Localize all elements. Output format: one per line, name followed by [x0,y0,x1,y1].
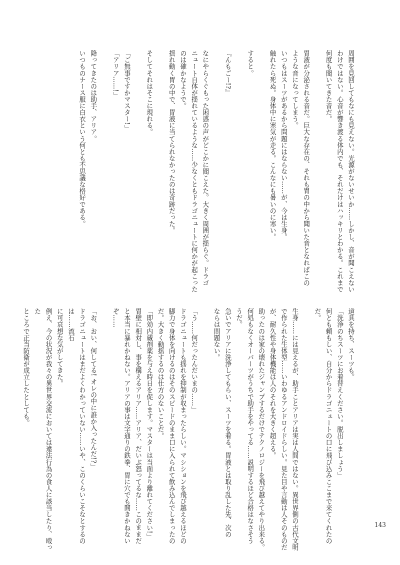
text-line: なにやらくぐもった困惑の声がどこかに聞こえた。大きく周囲が揺らぐ。ドラゴ [201,50,210,286]
text-line: ニュート自体が揺れているような……少なくともドラゴニュートに何かが起こった [190,50,199,293]
text-line: ぞ…… [111,308,120,328]
text-line: ドラゴニュートはまだよくわかっていない……いや、このくらいこそなとするのは……流石 [66,308,87,544]
text-line [98,50,109,295]
text-line [233,50,244,295]
text-line [210,50,221,295]
text-line: 「お、おい、何してる! オレの中に誰か入ったんだ!?」 [89,308,98,470]
text-line: だ。 [313,308,322,322]
page-number: 143 [374,522,386,529]
text-line [311,50,322,295]
text-line: 急いでアリアに洗浄してもらい、スーツを着る。胃液とは取り乱した先、次の [223,308,232,538]
text-line: うだ。 [234,308,243,328]
text-line: 例え、今の状況が我々の異世界交流においては違法行為の食人に該当したり、殴った [33,308,53,551]
text-line: ドラゴニュートも揺れを抑制が収まったらしい。マシションを飛び越えるほどの [178,308,187,544]
text-line: 胃液が分泌される音だ。巨大な存在の、それも胃の中から聞いた音となればこの [302,50,311,286]
text-line: のは確かなようで。 [178,50,187,109]
text-line [255,50,266,295]
text-line: だ。大きく動揺するのは仕方のないことだ。 [156,308,165,439]
text-line: 脚力で身体を向けるのはそのスピードのまま口に入られて飲み込んでしまったの [167,308,176,544]
text-block-bottom [22,308,356,554]
text-line: 「洗浄のちスーツにお着替えください。脱出しましょう」 [335,308,344,479]
text-line: すると。 [246,50,255,77]
text-line: 「即効内蔵剤薬を与え時日を促します。マスターは当面より離れてください!」 [145,308,154,540]
text-line: 何度も聞いてきた音だ。 [324,50,333,123]
text-line: ような音になってしまう。 [290,50,299,129]
text-line: に可哀想な気がしてきた。 [55,308,64,387]
text-line: そしてそれはそこに現れる。 [145,50,154,136]
text-line: で作られた生体型……いわゆるアンドロイドらしい。見た目や言動は人そのものだ [279,308,288,551]
text-line: 生身……には見えるが、助手ことアリアは実は人間ではない。異世界側の古代文明 [290,308,299,551]
text-line: 周囲を見回してもなにも見えない。光源がないせいか……しかし、音が聞こえない [347,50,355,293]
text-line: 揺れ動く胃の中で、胃液に当てられなかったのは奇跡だった。 [167,50,176,234]
text-line [154,50,165,295]
text-line: が、耐久性や身体機能は人のそれを大きく超える。 [268,308,277,459]
text-line: 「アリア……!」 [111,50,120,99]
text-line [199,308,210,554]
text-line: いつもはスーツがあるから問題にはならない……が、今は生身。 [279,50,288,240]
text-line [132,50,143,295]
text-line: いつものナース服に白衣という何とも不思議な格好である。 [78,50,87,227]
text-line: ならは問題ない。 [212,308,221,361]
text-line: 『んもごー!?』 [223,50,232,96]
text-line: 胃壁に相対し、事を構えるアリア……アリア、だいぶ怒ってるな……このままだ [134,308,143,544]
text-line: 助ったのは家の壊れたジャンプするだけでテクノロジーを飛び越えてやり出来る。 [257,308,266,551]
text-line: 何とも頼もしい、自分からドラゴニュートの口に飛び込みここまで来てくれたの [324,308,333,544]
text-line: ところで正当防衛が成立したとしても。 [22,308,31,426]
text-line [300,308,311,554]
text-line [98,308,109,554]
text-block-top [26,50,356,295]
text-line: 道具を持ち、スーツも。 [347,308,355,381]
text-line: 「ご無事ですかマスター!」 [122,50,131,132]
text-line: 「う……何だったんだいまの……」 [190,308,199,413]
text-line: わけではない。心音が響き渡る体内でも、それだけはハッキリとわかる。これまで [335,50,344,293]
text-line: と本当に暴れかねない。アリアの事は文字通りの鉄拳、胃に穴でも開きかねない [122,308,131,544]
text-line: 降ってきたのは助手、アリア。 [89,50,98,142]
text-line: 何処もなくオーパーツがうちで助手をやってる……説明するほど合格はなさそう [246,308,255,544]
text-line: 触れたら死ぬ。身体中に寒気が走る。こんなにも暑いのに寒い。 [268,50,277,240]
